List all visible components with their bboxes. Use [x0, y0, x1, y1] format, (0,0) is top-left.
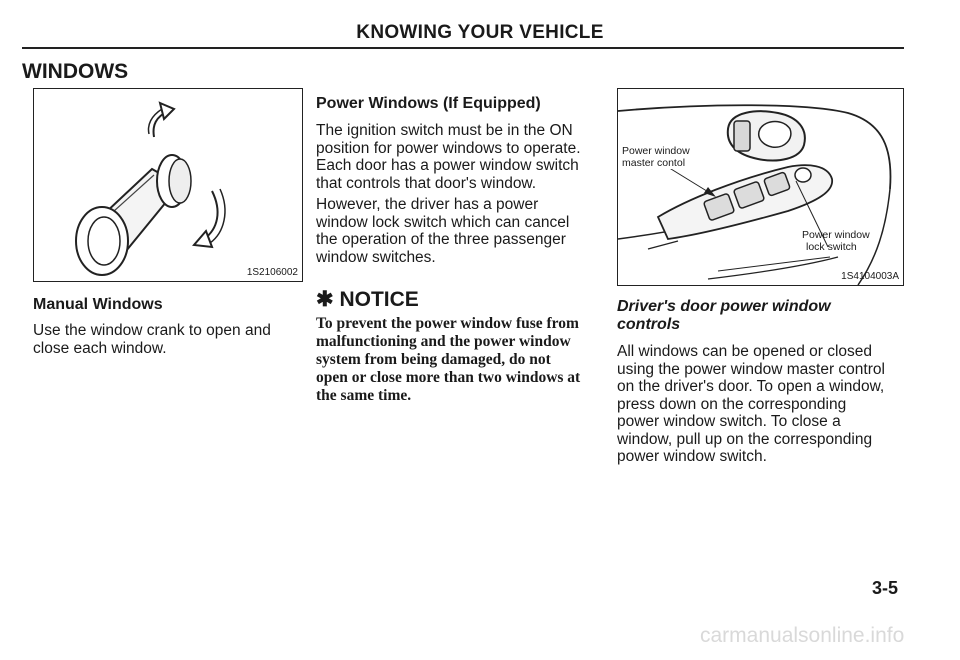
notice-title: NOTICE	[339, 288, 419, 311]
watermark: carmanualsonline.info	[700, 624, 905, 647]
text-line: on the driver's door. To open a window,	[617, 378, 885, 395]
text-line: window lock switch which can cancel	[316, 213, 570, 231]
section-title: WINDOWS	[22, 60, 129, 83]
text-line: open or close more than two windows at	[316, 369, 581, 386]
text-line: The ignition switch must be in the ON	[316, 122, 573, 139]
door-armrest-switch-icon	[618, 89, 903, 285]
header-rule	[22, 47, 904, 49]
driver-controls-text	[617, 343, 885, 466]
manual-windows-heading: Manual Windows	[33, 296, 163, 313]
running-header: KNOWING YOUR VEHICLE	[356, 22, 604, 43]
text-line: position for power windows to operate.	[316, 139, 581, 157]
driver-controls-heading	[617, 298, 831, 334]
text-line: power window switch. To close a	[617, 413, 841, 430]
asterisk-icon: ✱	[316, 288, 334, 311]
notice-text	[316, 315, 580, 405]
page-number: 3-5	[872, 578, 899, 598]
lock-switch-callout	[802, 229, 870, 253]
heading-line: controls	[617, 316, 681, 333]
text-line: press down on the corresponding	[617, 395, 847, 413]
text-line: window, pull up on the corresponding	[617, 430, 873, 448]
text-line: the same time.	[316, 387, 412, 404]
callout-line: Power window	[802, 229, 870, 241]
text-line: using the power window master control	[617, 360, 885, 378]
text-line: that controls that door's window.	[316, 174, 537, 192]
door-switch-figure	[617, 88, 904, 286]
callout-line: master contol	[622, 157, 686, 169]
text-line: power window switch.	[617, 448, 767, 465]
text-line: Each door has a power window switch	[316, 157, 579, 174]
figure-code: 1S2106002	[246, 267, 298, 278]
text-line: However, the driver has a power	[316, 196, 539, 213]
power-windows-para1	[316, 122, 581, 192]
text-line: window switches.	[316, 248, 436, 266]
figure-code: 1S4104003A	[841, 271, 899, 282]
power-windows-para2	[316, 196, 569, 266]
text-line: All windows can be opened or closed	[617, 343, 873, 360]
text-line: the operation of the three passenger	[316, 231, 566, 248]
text-line: Use the window crank to open and	[33, 322, 271, 339]
callout-line: Power window	[622, 145, 690, 157]
notice-heading	[316, 287, 419, 312]
manual-windows-text	[33, 322, 271, 357]
crank-figure	[33, 88, 303, 282]
text-line: close each window.	[33, 339, 167, 357]
text-line: To prevent the power window fuse from	[316, 315, 579, 332]
power-windows-heading: Power Windows (If Equipped)	[316, 95, 541, 112]
window-crank-icon	[34, 89, 302, 281]
heading-line: Driver's door power window	[617, 298, 831, 315]
text-line: malfunctioning and the power window	[316, 333, 571, 350]
callout-line: lock switch	[806, 241, 857, 253]
master-control-callout	[622, 145, 690, 169]
text-line: system from being damaged, do not	[316, 351, 551, 368]
